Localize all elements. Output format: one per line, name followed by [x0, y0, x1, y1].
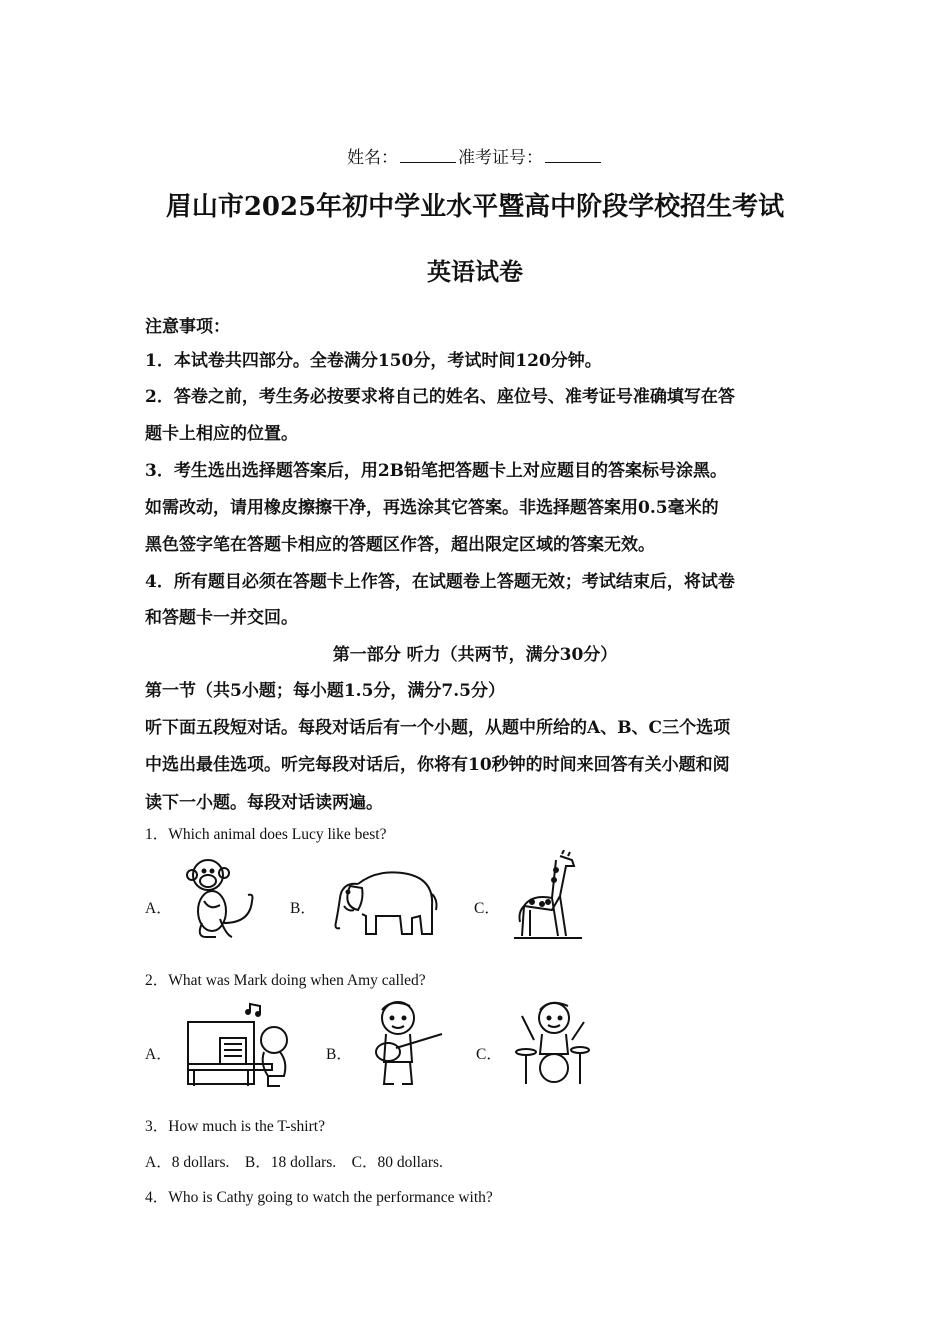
option-b-label: B．	[326, 1046, 352, 1063]
question-3-options: A．8 dollars. B．18 dollars. C．80 dollars.	[145, 1154, 443, 1171]
exam-id-label: 准考证号：	[458, 148, 543, 168]
name-blank	[400, 148, 456, 163]
option-b-label: B．	[290, 900, 316, 917]
question-4: 4．Who is Cathy going to watch the performance with?	[145, 1189, 493, 1206]
section1-heading: 第一节（共5小题；每小题1.5分，满分7.5分）	[145, 681, 505, 701]
giraffe-icon	[512, 850, 584, 942]
note-line: 3．考生选出选择题答案后，用2B铅笔把答题卡上对应题目的答案标号涂黑。	[145, 461, 728, 481]
elephant-icon	[328, 866, 440, 940]
guitar-player-icon	[362, 996, 446, 1088]
note-line: 4．所有题目必须在答题卡上作答，在试题卷上答题无效；考试结束后，将试卷	[145, 572, 735, 592]
option-a-label: A．	[145, 1046, 172, 1063]
option-a-label: A．	[145, 900, 172, 917]
instruction-line: 读下一小题。每段对话读两遍。	[145, 793, 383, 813]
question-3: 3．How much is the T-shirt?	[145, 1118, 325, 1135]
note-line: 1．本试卷共四部分。全卷满分150分，考试时间120分钟。	[145, 351, 602, 371]
question-2: 2．What was Mark doing when Amy called?	[145, 972, 426, 989]
candidate-info-line	[0, 143, 950, 168]
instruction-line: 中选出最佳选项。听完每段对话后，你将有10秒钟的时间来回答有关小题和阅	[145, 755, 730, 775]
note-line: 黑色签字笔在答题卡相应的答题区作答，超出限定区域的答案无效。	[145, 535, 655, 555]
exam-title: 眉山市2025年初中学业水平暨高中阶段学校招生考试	[165, 192, 785, 222]
notes-heading: 注意事项：	[145, 317, 230, 337]
exam-subtitle: 英语试卷	[427, 257, 523, 286]
name-label: 姓名：	[347, 148, 398, 168]
question-1: 1．Which animal does Lucy like best?	[145, 826, 387, 843]
option-c-label: C．	[476, 1046, 502, 1063]
exam-id-blank	[545, 148, 601, 163]
note-line: 题卡上相应的位置。	[145, 424, 298, 444]
note-line: 2．答卷之前，考生务必按要求将自己的姓名、座位号、准考证号准确填写在答	[145, 387, 735, 407]
note-line: 如需改动，请用橡皮擦擦干净，再选涂其它答案。非选择题答案用0.5毫米的	[145, 498, 719, 518]
piano-player-icon	[184, 1002, 294, 1088]
drummer-icon	[514, 996, 590, 1088]
monkey-icon	[180, 853, 260, 941]
part1-heading: 第一部分 听力（共两节，满分30分）	[332, 645, 618, 665]
instruction-line: 听下面五段短对话。每段对话后有一个小题，从题中所给的A、B、C三个选项	[145, 718, 731, 738]
option-c-label: C．	[474, 900, 500, 917]
note-line: 和答题卡一并交回。	[145, 608, 298, 628]
